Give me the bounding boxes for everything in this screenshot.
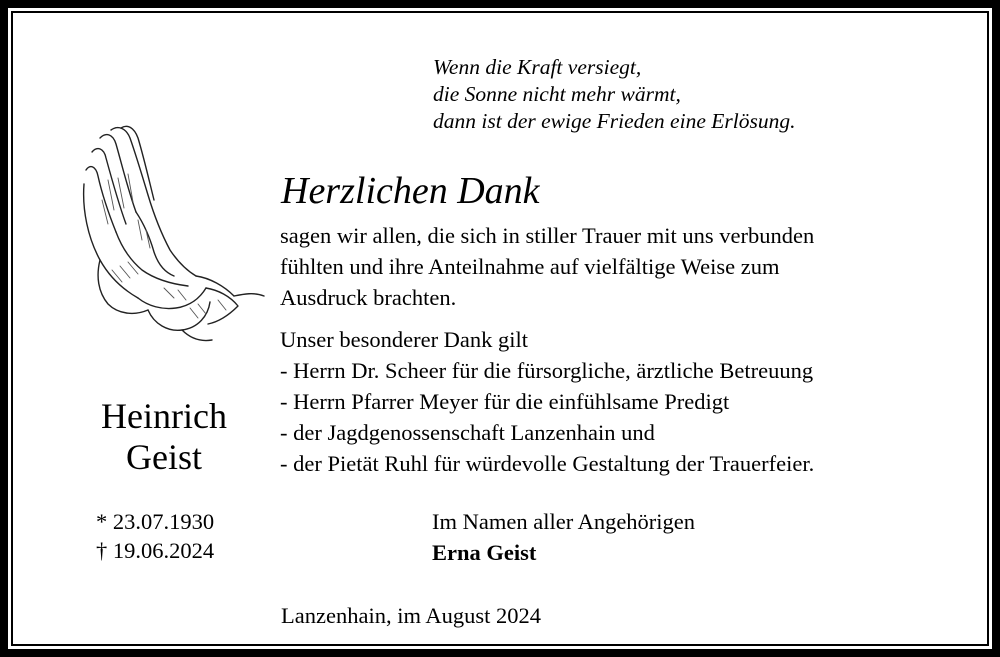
heading: Herzlichen Dank <box>281 170 540 212</box>
place-date: Lanzenhain, im August 2024 <box>281 603 541 628</box>
thanks-line: - Herrn Pfarrer Meyer für die einfühlsame Predigt <box>280 389 730 414</box>
life-dates <box>96 507 214 565</box>
thanks-line: - der Jagdgenossenschaft Lanzenhain und <box>280 420 655 445</box>
thank-you-text <box>280 220 980 479</box>
thanks-line: - Herrn Dr. Scheer für die fürsorgliche, ärztliche Betreuung <box>280 358 814 383</box>
intro-line: sagen wir allen, die sich in stiller Trauer mit uns verbunden <box>280 223 815 248</box>
signature-line: Im Namen aller Angehörigen <box>432 509 696 534</box>
last-name: Geist <box>126 437 202 477</box>
verse <box>433 54 953 135</box>
intro-line: fühlten und ihre Anteilnahme auf vielfältige Weise zum <box>280 254 780 279</box>
verse-line: die Sonne nicht mehr wärmt, <box>433 82 681 106</box>
signature-block <box>432 506 695 568</box>
verse-line: Wenn die Kraft versiegt, <box>433 55 642 79</box>
verse-line: dann ist der ewige Frieden eine Erlösung. <box>433 109 796 133</box>
birth-date: * 23.07.1930 <box>96 509 215 534</box>
signature-name: Erna Geist <box>432 540 537 565</box>
thanks-line: Unser besonderer Dank gilt <box>280 327 529 352</box>
intro-line: Ausdruck brachten. <box>280 285 457 310</box>
deceased-name <box>64 396 264 478</box>
thanks-line: - der Pietät Ruhl für würdevolle Gestaltung der Trauerfeier. <box>280 451 815 476</box>
praying-hands-icon <box>78 120 268 350</box>
death-date: † 19.06.2024 <box>96 538 215 563</box>
first-name: Heinrich <box>101 396 227 436</box>
